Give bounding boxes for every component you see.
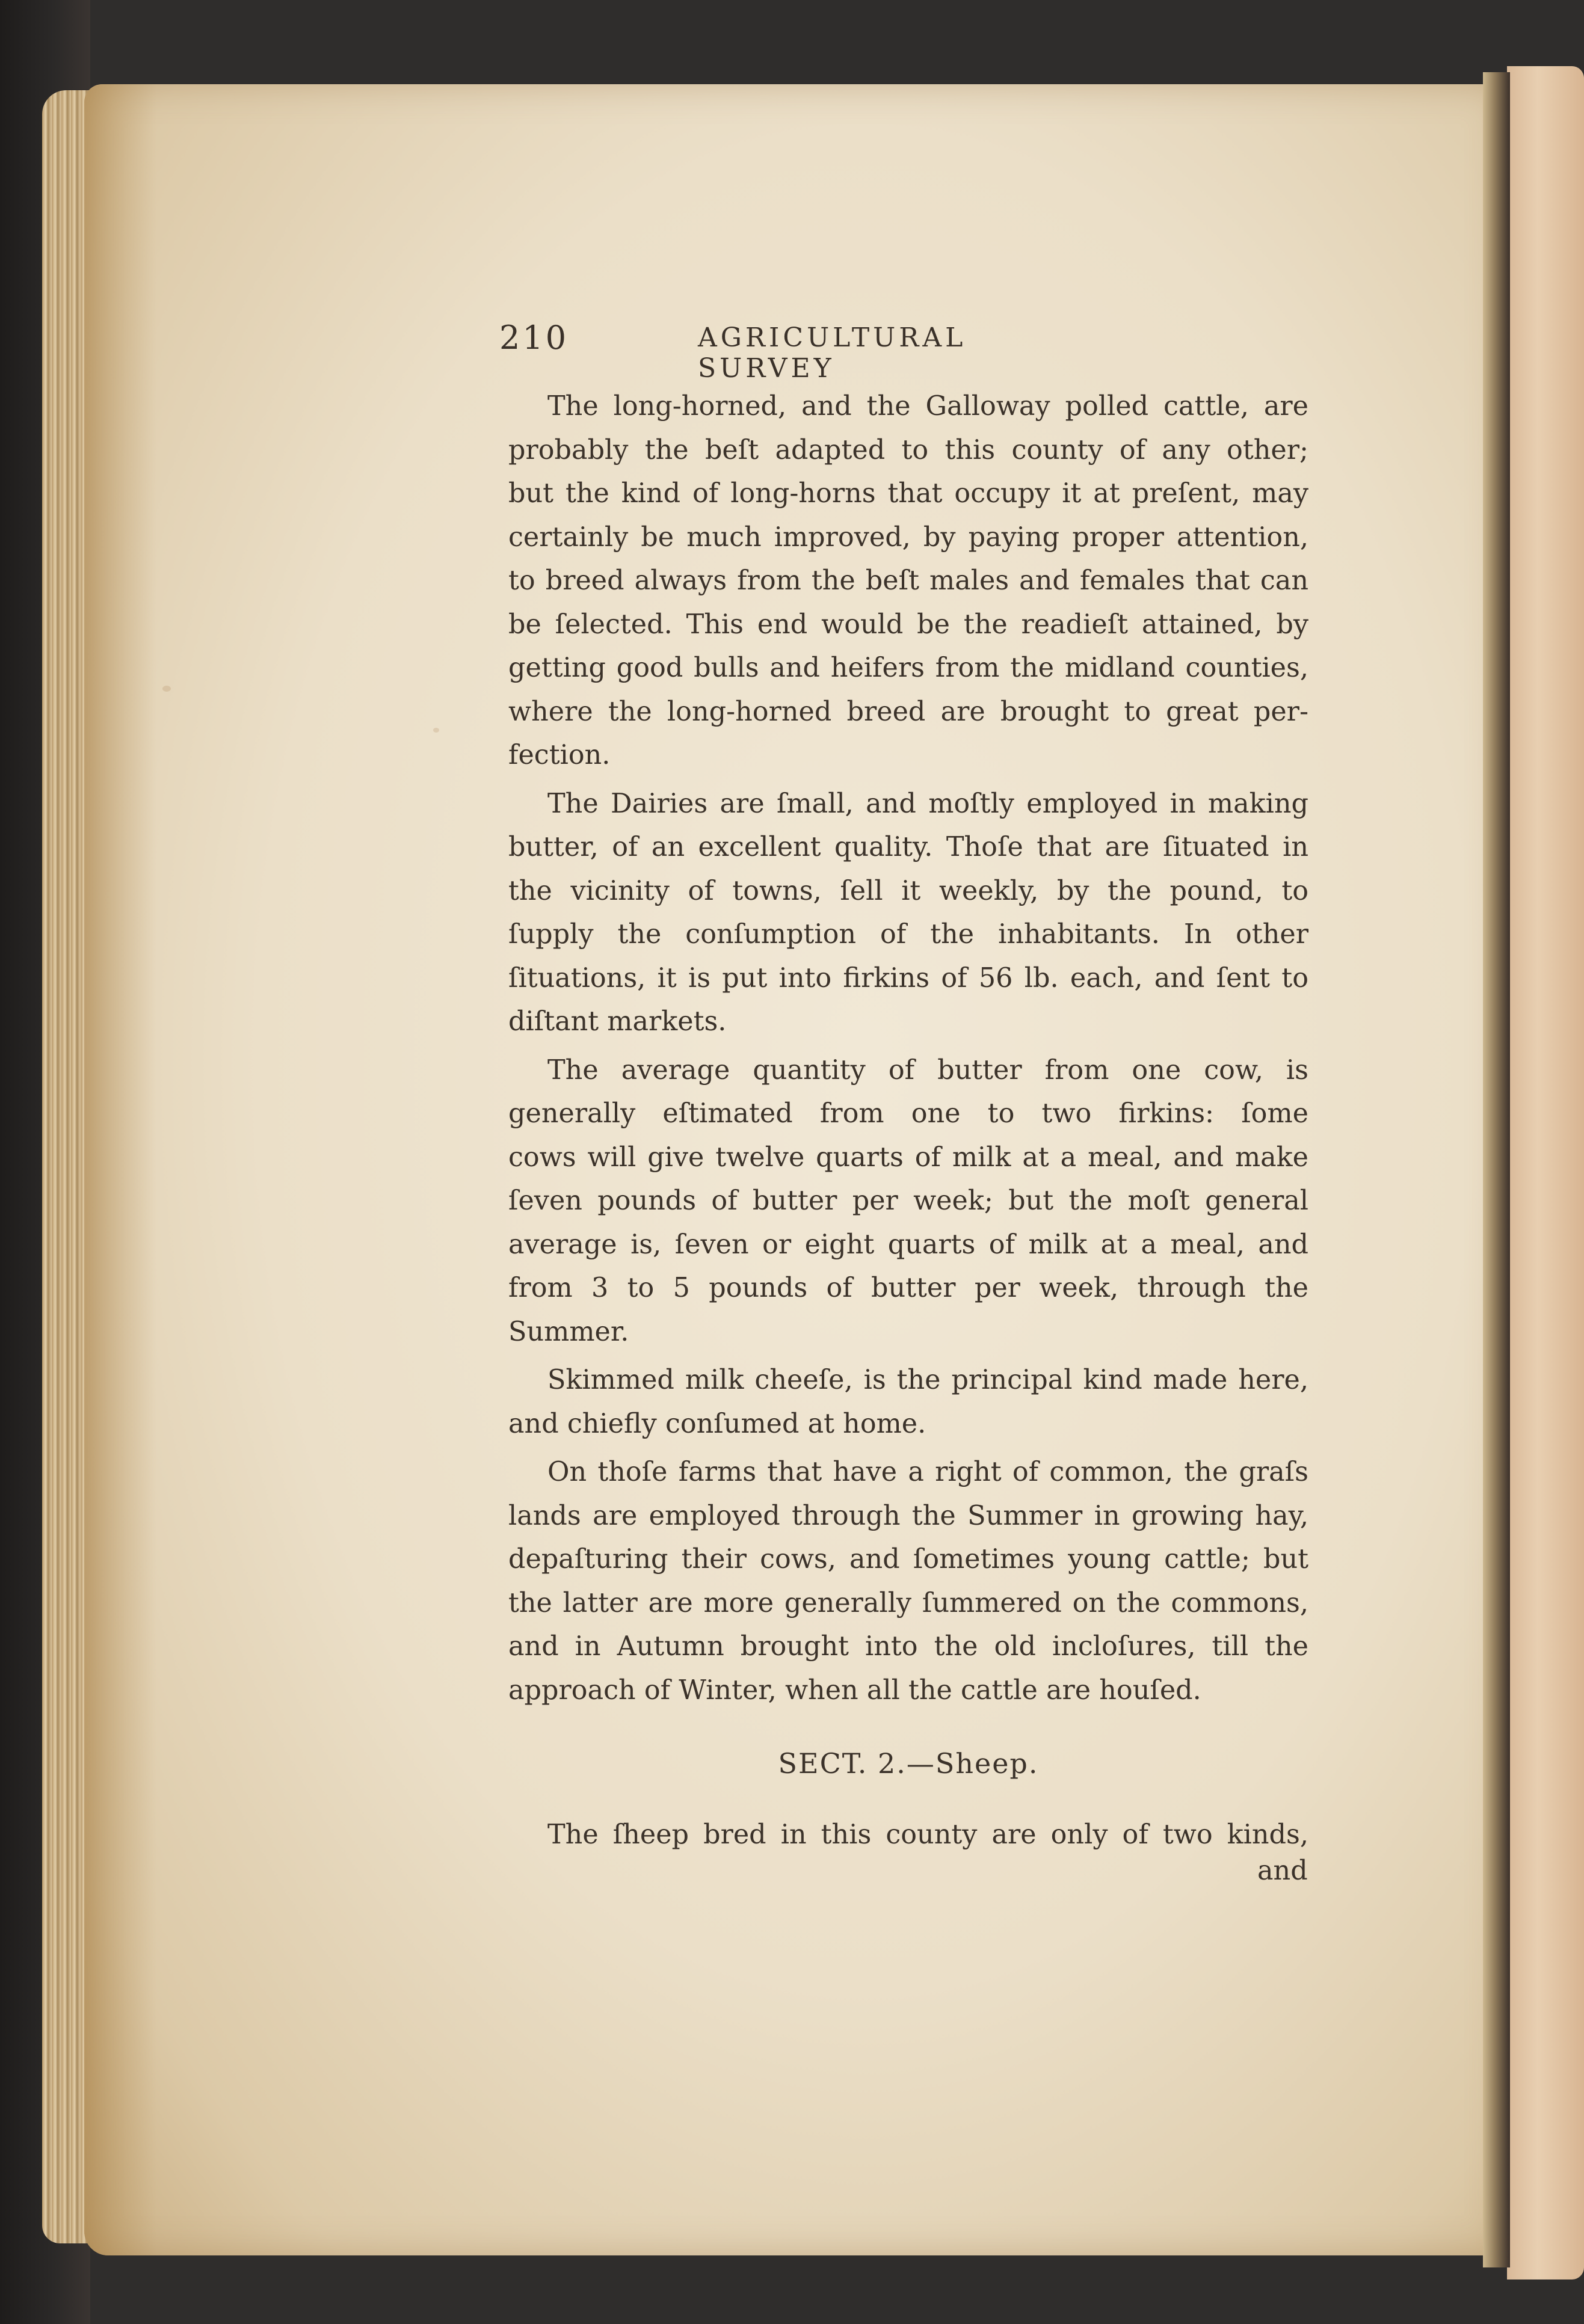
text-line: and in Autumn brought into the old incloſures, till the (508, 1631, 1308, 1662)
text-line: On thoſe farms that have a right of common, the graſs (547, 1457, 1308, 1487)
text-line: to breed always from the beſt males and females that can (508, 565, 1308, 596)
text-line: ſupply the conſumption of the inhabitants. In other (508, 919, 1308, 950)
section-heading: SECT. 2.—Sheep. (778, 1747, 1039, 1780)
text-line: cows will give twelve quarts of milk at a meal, and make (508, 1142, 1308, 1173)
text-line: lands are employed through the Summer in growing hay, (508, 1500, 1308, 1531)
text-line: where the long-horned breed are brought to great per- (508, 696, 1308, 727)
text-line: getting good bulls and heifers from the midland counties, (508, 653, 1308, 683)
text-line: average is, ſeven or eight quarts of milk at a meal, and (508, 1229, 1308, 1260)
paragraph (508, 782, 1308, 1044)
text-line: certainly be much improved, by paying proper attention, (508, 521, 1308, 553)
text-line: probably the beſt adapted to this county of any other; (508, 434, 1308, 466)
paragraph (508, 1359, 1308, 1446)
text-line: diſtant markets. (508, 1006, 727, 1037)
paragraph (508, 1451, 1308, 1712)
text-line: the latter are more generally ſummered on the commons, (508, 1587, 1308, 1618)
gutter (1483, 72, 1510, 2267)
paragraph (508, 1049, 1308, 1354)
page-number: 210 (499, 319, 569, 357)
text-line: and chiefly conſumed at home. (508, 1408, 926, 1439)
paragraph (508, 385, 1308, 778)
facing-page (1507, 66, 1584, 2279)
running-head: AGRICULTURAL SURVEY (698, 322, 967, 384)
foxing-spot (162, 686, 171, 692)
foxing-spot (433, 728, 439, 733)
text-line: but the kind of long-horns that occupy it at preſent, may (508, 478, 1308, 509)
text-line: the vicinity of towns, ſell it weekly, by the pound, to (508, 875, 1308, 906)
text-line: Skimmed milk cheeſe, is the principal kind made here, (547, 1365, 1308, 1395)
text-line: The Dairies are ſmall, and moſtly employed in making (547, 788, 1308, 819)
text-line: fection. (508, 740, 611, 770)
text-line: The long-horned, and the Galloway polled cattle, are (547, 391, 1308, 422)
text-line: from 3 to 5 pounds of butter per week, through the (508, 1273, 1308, 1303)
text-line: be ſelected. This end would be the readieſt attained, by (508, 609, 1308, 640)
text-line: depaſturing their cows, and ſometimes young cattle; but (508, 1544, 1308, 1575)
catchword: and (1257, 1855, 1308, 1886)
paragraph (508, 1813, 1308, 1857)
text-line: butter, of an excellent quality. Thoſe that are ſituated in (508, 832, 1308, 862)
text-line: Summer. (508, 1316, 629, 1347)
text-line: ſituations, it is put into firkins of 56 lb. each, and ſent to (508, 962, 1308, 994)
page-header (499, 319, 1113, 384)
text-line: The average quantity of butter from one cow, is (547, 1054, 1308, 1086)
text-line: generally eſtimated from one to two firkins: ſome (508, 1098, 1308, 1129)
text-line: approach of Winter, when all the cattle are houſed. (508, 1674, 1201, 1706)
text-line: The ſheep bred in this county are only of two kinds, (547, 1819, 1308, 1850)
facing-page-mark (1564, 1654, 1575, 1726)
text-line: ſeven pounds of butter per week; but the moſt general (508, 1185, 1308, 1216)
body-text (508, 385, 1308, 1717)
